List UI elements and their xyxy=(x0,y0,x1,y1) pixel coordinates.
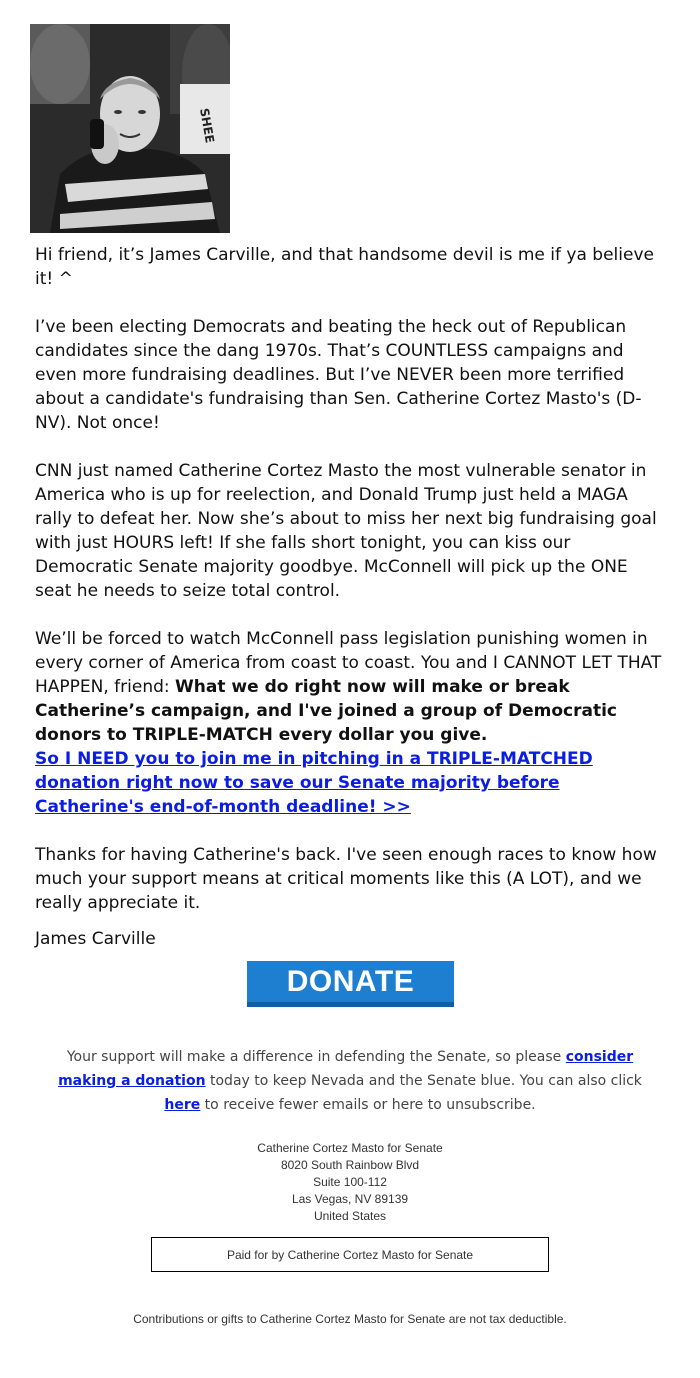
paragraph-text: We’ll be forced to watch McConnell pass legislation punishing women in every corner of America from coast to coast. You and I CANNOT LET THAT HAPPEN, friend: xyxy=(35,629,662,697)
consider-donation-link[interactable]: consider making a donation xyxy=(58,1049,634,1089)
fewer-emails-link[interactable]: here xyxy=(164,1097,201,1113)
signature: James Carville xyxy=(35,929,156,949)
letter-paragraph: Hi friend, it’s James Carville, and that handsome devil is me if ya believe it! ^ xyxy=(35,245,654,289)
letter-body xyxy=(35,243,667,939)
footer-text: Your support will make a difference in defending the Senate, so please xyxy=(66,1049,566,1065)
address-line: United States xyxy=(313,1209,387,1223)
footer-note xyxy=(50,1045,650,1117)
address-line: Las Vegas, NV 89139 xyxy=(291,1192,409,1206)
bold-appeal: What we do right now will make or break Catherine’s campaign, and I've joined a group of Democratic donors to TRIPLE-MATCH every dollar you give. xyxy=(35,677,618,745)
candidate-photo xyxy=(30,24,230,233)
address-line: 8020 South Rainbow Blvd xyxy=(280,1158,420,1172)
footer-text: today to keep Nevada and the Senate blue. You can also click xyxy=(205,1073,642,1089)
mailing-address xyxy=(150,1140,550,1225)
address-line: Catherine Cortez Masto for Senate xyxy=(257,1141,443,1155)
svg-text:SHEE: SHEE xyxy=(197,107,217,145)
tax-disclaimer: Contributions or gifts to Catherine Cortez Masto for Senate are not tax deductible. xyxy=(133,1312,567,1326)
address-line: Suite 100-112 xyxy=(313,1175,387,1189)
footer-text: to receive fewer emails or here to unsubscribe. xyxy=(200,1097,536,1113)
letter-paragraph xyxy=(35,627,667,819)
letter-paragraph: Thanks for having Catherine's back. I've seen enough races to know how much your support means at critical moments like this (A LOT), and we really appreciate it. xyxy=(35,845,657,913)
letter-paragraph: CNN just named Catherine Cortez Masto the most vulnerable senator in America who is up for reelection, and Donald Trump just held a MAGA rally to defeat her. Now she’s about to miss her next big fundraising goal with just HOURS left! If she falls short tonight, you can kiss our Democratic Senate majority goodbye. McConnell will pick up the ONE seat he needs to seize total control. xyxy=(35,461,657,601)
letter-paragraph: I’ve been electing Democrats and beating the heck out of Republican candidates since the dang 1970s. That’s COUNTLESS campaigns and even more fundraising deadlines. But I’ve NEVER been more terrified about a candidate's fundraising than Sen. Catherine Cortez Masto's (D-NV). Not once! xyxy=(35,317,642,433)
paid-for-box: Paid for by Catherine Cortez Masto for Senate xyxy=(151,1237,549,1272)
donate-button[interactable]: DONATE xyxy=(247,961,454,1007)
donation-link[interactable]: So I NEED you to join me in pitching in a TRIPLE-MATCHED donation right now to save our Senate majority before Catherine's end-of-month deadline! >> xyxy=(35,749,593,817)
